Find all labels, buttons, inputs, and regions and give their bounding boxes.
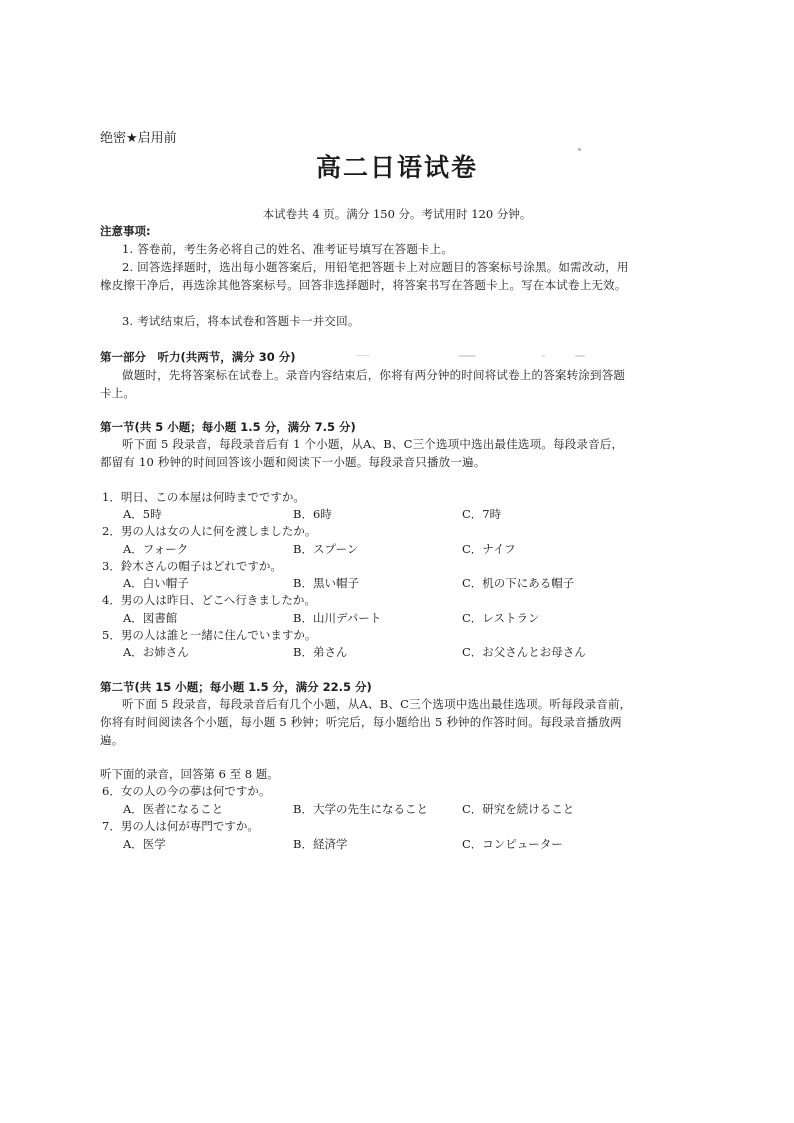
- confidential-mark: 绝密★启用前: [100, 131, 177, 146]
- option-4b: B．山川デパート: [293, 611, 382, 625]
- section2-instruction: 听下面 5 段录音，每段录音后有几个小题，从A、B、C三个选项中选出最佳选项。听每段录音前，你将有时间阅读各个小题，每小题 5 秒钟；听完后，每小题给出 5 秒钟的作答时间。每段录音播放两遍。: [100, 697, 632, 747]
- option-7b: B．経済学: [293, 837, 348, 851]
- part1-instruction: 做题时，先将答案标在试卷上。录音内容结束后，你将有两分钟的时间将试卷上的答案转涂到答题卡上。: [100, 368, 626, 400]
- group-intro: 听下面的录音，回答第 6 至 8 题。: [100, 767, 279, 781]
- section1-heading: 第一节(共 5 小题；每小题 1.5 分，满分 7.5 分): [100, 420, 356, 434]
- option-4c: C．レストラン: [462, 611, 540, 625]
- part1-heading: 第一部分 听力(共两节，满分 30 分): [100, 350, 296, 364]
- notice-item-3: 3. 考试结束后，将本试卷和答题卡一并交回。: [122, 314, 360, 328]
- option-6c: C．研究を続けること: [462, 802, 575, 816]
- question-7: 7．男の人は何が専門ですか。: [102, 819, 259, 833]
- option-2b: B．スプーン: [293, 542, 359, 556]
- question-6: 6．女の人の今の夢は何ですか。: [102, 784, 271, 798]
- option-6b: B．大学の先生になること: [293, 802, 428, 816]
- scan-speck: [542, 355, 545, 357]
- section1-instruction: 听下面 5 段录音，每段录音后有 1 个小题，从A、B、C三个选项中选出最佳选项。每段录音后，都留有 10 秒钟的时间回答该小题和阅读下一小题。每段录音只播放一遍。: [100, 437, 624, 469]
- option-7a: A．医学: [123, 837, 166, 851]
- option-1a: A．5時: [123, 507, 162, 521]
- page-title: 高二日语试卷: [315, 153, 478, 182]
- question-4: 4．男の人は昨日、どこへ行きましたか。: [102, 593, 316, 607]
- question-3: 3．鈴木さんの帽子はどれですか。: [102, 559, 282, 573]
- question-2: 2．男の人は女の人に何を渡しましたか。: [102, 524, 317, 538]
- option-3a: A．白い帽子: [123, 576, 189, 590]
- scan-speck: [575, 355, 585, 357]
- option-5b: B．弟さん: [293, 645, 348, 659]
- option-1c: C．7時: [462, 507, 502, 521]
- scan-speck: [458, 355, 476, 357]
- exam-info: 本试卷共 4 页。满分 150 分。考试用时 120 分钟。: [262, 207, 532, 221]
- option-2c: C．ナイフ: [462, 542, 516, 556]
- option-6a: A．医者になること: [123, 802, 224, 816]
- notice-heading: 注意事项:: [100, 224, 151, 238]
- question-1: 1．明日、この本屋は何時までですか。: [102, 490, 305, 504]
- scan-speck: [578, 148, 581, 151]
- option-5c: C．お父さんとお母さん: [462, 645, 586, 659]
- option-2a: A．フォーク: [123, 542, 189, 556]
- option-7c: C．コンピューター: [462, 837, 563, 851]
- option-3c: C．机の下にある帽子: [462, 576, 575, 590]
- option-5a: A．お姉さん: [123, 645, 189, 659]
- notice-item-1: 1. 答卷前，考生务必将自己的姓名、准考证号填写在答题卡上。: [122, 242, 454, 256]
- option-1b: B．6時: [293, 507, 332, 521]
- section2-heading: 第二节(共 15 小题；每小题 1.5 分，满分 22.5 分): [100, 680, 372, 694]
- scan-speck: [356, 355, 370, 356]
- option-4a: A．図書館: [123, 611, 178, 625]
- notice-item-2: 2. 回答选择题时，选出每小题答案后，用铅笔把答题卡上对应题目的答案标号涂黑。如需改动，用橡皮擦干净后，再选涂其他答案标号。回答非选择题时，将答案书写在答题卡上。写在本试卷上无效。: [100, 260, 629, 292]
- question-5: 5．男の人は誰と一緒に住んでいますか。: [102, 628, 317, 642]
- option-3b: B．黒い帽子: [293, 576, 359, 590]
